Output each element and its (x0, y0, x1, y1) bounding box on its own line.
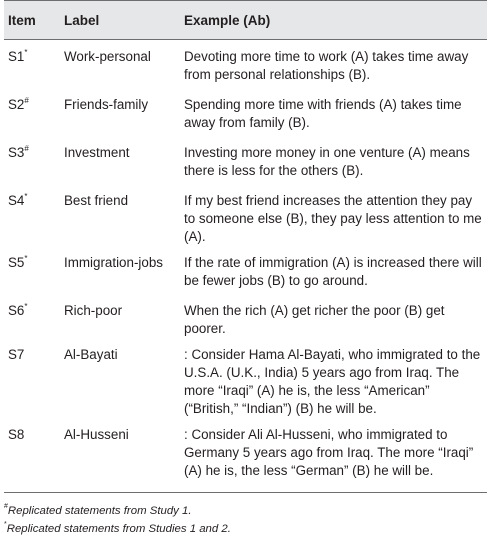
example-cell: When the rich (A) get richer the poor (B) get poorer. (184, 303, 445, 336)
label-cell: Rich-poor (64, 303, 123, 318)
item-id: S1 (8, 49, 25, 64)
item-cell (4, 338, 60, 418)
item-mark: * (24, 47, 28, 57)
footnote-text: Replicated statements from Study 1. (7, 505, 192, 517)
example-cell: Devoting more time to work (A) takes time away from personal relationships (B). (184, 49, 469, 82)
footnote-mark: # (4, 503, 8, 511)
example-cell: If the rate of immigration (A) is increased there will be fewer jobs (B) to go around. (184, 255, 482, 288)
footnote (4, 502, 491, 520)
item-mark: # (24, 95, 29, 105)
example-cell: If my best friend increases the attention they pay to someone else (B), they pay less attention to me (A). (184, 193, 482, 244)
footnote-mark: * (4, 521, 7, 529)
item-mark: * (24, 253, 28, 263)
label-cell: Immigration-jobs (64, 255, 163, 270)
item-id: S5 (8, 255, 25, 270)
item-cell (4, 246, 60, 294)
item-id: S8 (8, 427, 25, 442)
label-cell: Investment (64, 145, 130, 160)
example-cell: : Consider Ali Al-Husseni, who immigrated to Germany 5 years ago from Iraq. The more “Iraqi” (A) he is, the less “German” (B) he will be. (180, 418, 487, 493)
table-row (4, 294, 487, 338)
item-id: S4 (8, 193, 25, 208)
header-label: Label (60, 1, 180, 40)
header-row (4, 1, 487, 40)
table-row (4, 246, 487, 294)
label-cell: Best friend (64, 193, 129, 208)
example-cell: : Consider Hama Al-Bayati, who immigrated to the U.S.A. (U.K., India) 5 years ago from Iraq. The more “Iraqi” (A) he is, the less “American” (“British,” “Indian”) (B) he will be. (184, 347, 481, 416)
item-id: S6 (8, 303, 25, 318)
table-row (4, 418, 487, 493)
table-row (4, 184, 487, 246)
example-cell: Spending more time with friends (A) takes time away from family (B). (184, 97, 462, 130)
item-cell (4, 294, 60, 338)
table-row (4, 136, 487, 184)
item-cell (4, 88, 60, 136)
header-item: Item (4, 1, 60, 40)
item-cell (4, 136, 60, 184)
item-cell (4, 40, 60, 89)
footnote (4, 520, 491, 538)
item-id: S2 (8, 97, 25, 112)
item-id: S7 (8, 347, 25, 362)
table-row (4, 40, 487, 89)
item-cell (4, 184, 60, 246)
table-header (4, 1, 487, 40)
footnote-text: Replicated statements from Studies 1 and 2. (6, 523, 231, 535)
item-mark: * (24, 191, 28, 201)
label-cell: Al-Husseni (60, 418, 180, 493)
table-footnotes (4, 502, 491, 538)
item-id: S3 (8, 145, 25, 160)
item-mark: # (24, 143, 29, 153)
item-mark: * (24, 301, 28, 311)
example-cell: Investing more money in one venture (A) means there is less for the others (B). (184, 145, 470, 178)
header-example: Example (Ab) (180, 1, 487, 40)
item-cell (4, 418, 60, 493)
label-cell: Work-personal (64, 49, 151, 64)
label-cell: Friends-family (64, 97, 149, 112)
statements-table (4, 0, 487, 493)
table-body (4, 40, 487, 493)
table-row (4, 88, 487, 136)
label-cell: Al-Bayati (64, 347, 118, 362)
table-row (4, 338, 487, 418)
